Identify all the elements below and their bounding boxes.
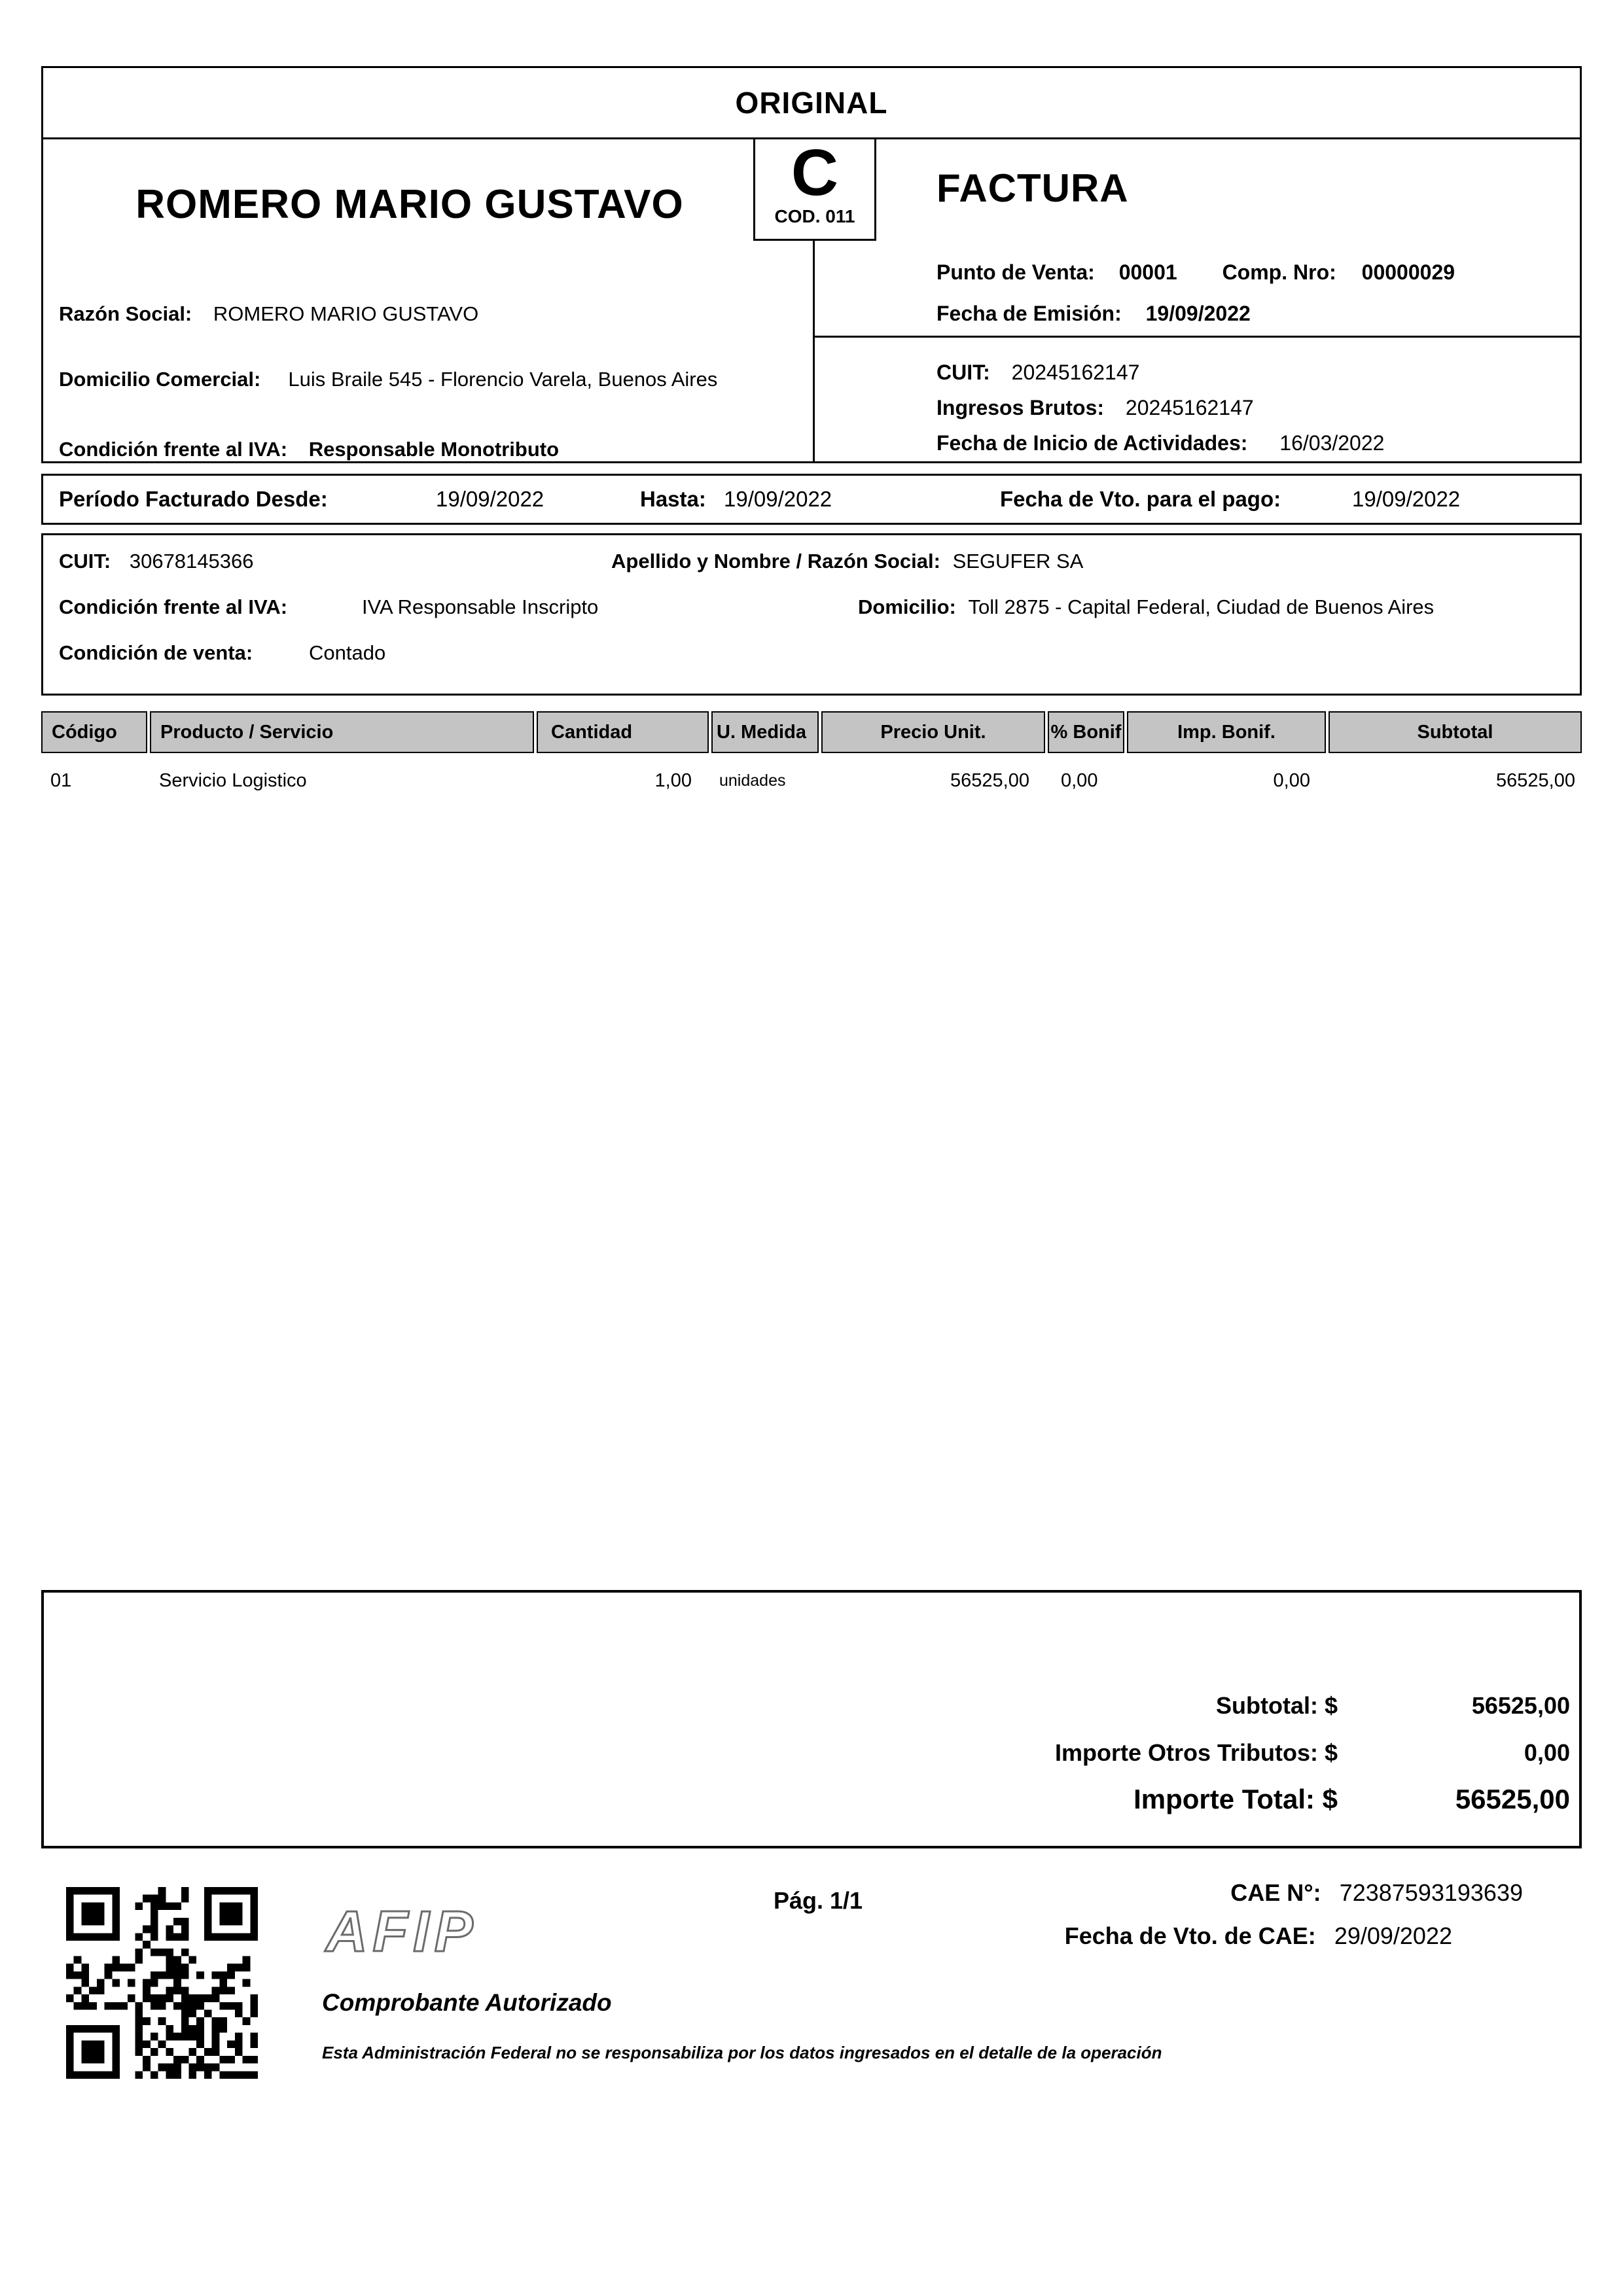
ingresos-brutos-label: Ingresos Brutos: (936, 396, 1105, 419)
col-header-producto: Producto / Servicio (150, 711, 534, 753)
item-imp-bonif: 0,00 (1273, 769, 1310, 791)
customer-box (41, 533, 1582, 696)
invoice-header (41, 137, 1582, 463)
punto-venta-label: Punto de Venta: (936, 260, 1095, 284)
issuer-iva-line (59, 435, 559, 463)
qr-code-svg (66, 1887, 258, 2079)
col-header-bonif: % Bonif (1048, 711, 1124, 753)
customer-cuit-label: CUIT: (59, 550, 111, 573)
item-umedida: unidades (719, 771, 786, 790)
ingresos-brutos-value: 20245162147 (1125, 396, 1254, 419)
copy-type-label: ORIGINAL (735, 86, 888, 120)
billing-period-bar (41, 474, 1582, 525)
inicio-actividades-label: Fecha de Inicio de Actividades: (936, 431, 1248, 455)
inicio-actividades-value: 16/03/2022 (1279, 431, 1385, 455)
cae-value: 72387593193639 (1339, 1879, 1523, 1906)
otros-tributos-value: 0,00 (1524, 1739, 1570, 1766)
cae-vto-value: 29/09/2022 (1334, 1922, 1452, 1949)
issuer-iva-label: Condición frente al IVA: (59, 438, 288, 461)
punto-venta-line (936, 260, 1455, 285)
issuer-cuit-label: CUIT: (936, 361, 990, 384)
totals-box (41, 1590, 1582, 1848)
issuer-cuit-line (936, 361, 1139, 385)
item-precio-unit: 56525,00 (950, 769, 1029, 791)
periodo-hasta-label: Hasta: (640, 487, 706, 511)
domicilio-comercial-label: Domicilio Comercial: (59, 368, 261, 391)
issuer-name: ROMERO MARIO GUSTAVO (135, 182, 684, 227)
customer-iva-value: IVA Responsable Inscripto (362, 595, 599, 618)
afip-disclaimer: Esta Administración Federal no se responsabiliza por los datos ingresados en el detalle de la operación (322, 2043, 1162, 2062)
otros-tributos-label: Importe Otros Tributos: $ (1054, 1739, 1338, 1766)
vto-pago-label: Fecha de Vto. para el pago: (1000, 487, 1281, 511)
issuer-razon-social-line (59, 300, 478, 328)
issuer-domicilio-line (59, 365, 732, 395)
fecha-emision-value: 19/09/2022 (1145, 302, 1251, 325)
item-subtotal: 56525,00 (1496, 769, 1575, 791)
customer-iva-label: Condición frente al IVA: (59, 595, 288, 618)
issuer-cuit-value: 20245162147 (1011, 361, 1140, 384)
subtotal-value: 56525,00 (1471, 1692, 1570, 1719)
invoice-type-box (753, 137, 876, 241)
item-producto: Servicio Logistico (159, 769, 307, 791)
cae-vto-label: Fecha de Vto. de CAE: (1064, 1922, 1316, 1949)
qr-code (66, 1887, 258, 2079)
items-table-header (41, 711, 1582, 753)
item-bonif: 0,00 (1061, 769, 1098, 791)
customer-domicilio-value: Toll 2875 - Capital Federal, Ciudad de Buenos Aires (968, 595, 1435, 618)
razon-social-label: Razón Social: (59, 302, 192, 325)
col-header-subtotal: Subtotal (1329, 711, 1582, 753)
vto-pago-value: 19/09/2022 (1352, 487, 1461, 511)
otros-tributos-line (1055, 1739, 1570, 1767)
col-header-imp-bonif: Imp. Bonif. (1127, 711, 1326, 753)
col-header-codigo: Código (41, 711, 147, 753)
periodo-desde-value: 19/09/2022 (436, 487, 544, 511)
customer-name-label: Apellido y Nombre / Razón Social: (611, 550, 940, 573)
condicion-venta-label: Condición de venta: (59, 641, 253, 664)
importe-total-line (1133, 1784, 1570, 1815)
fecha-emision-label: Fecha de Emisión: (936, 302, 1122, 325)
cae-label: CAE N°: (1230, 1879, 1321, 1906)
fecha-emision-line (936, 302, 1251, 326)
subtotal-line (1216, 1692, 1570, 1720)
periodo-desde-label: Período Facturado Desde: (59, 487, 328, 511)
table-row (41, 765, 1582, 796)
customer-domicilio-line (858, 595, 1434, 619)
afip-logo (322, 1899, 571, 1964)
importe-total-label: Importe Total: $ (1133, 1784, 1338, 1814)
domicilio-comercial-value: Luis Braile 545 - Florencio Varela, Buenos Aires (288, 368, 718, 391)
col-header-precio-unit: Precio Unit. (821, 711, 1045, 753)
inicio-actividades-line (936, 431, 1384, 455)
cae-line (1230, 1879, 1523, 1907)
periodo-hasta-value: 19/09/2022 (724, 487, 832, 511)
subtotal-label: Subtotal: $ (1216, 1692, 1338, 1719)
items-table (41, 711, 1582, 796)
customer-name-value: SEGUFER SA (952, 550, 1084, 573)
ingresos-brutos-line (936, 396, 1254, 420)
item-cantidad: 1,00 (654, 769, 692, 791)
customer-cuit-line (59, 550, 254, 573)
condicion-venta-value: Contado (309, 641, 386, 664)
copy-type-banner (41, 66, 1582, 139)
punto-venta-value: 00001 (1118, 260, 1177, 284)
comp-nro-value: 00000029 (1361, 260, 1455, 284)
col-header-cantidad: Cantidad (537, 711, 709, 753)
header-right-divider (815, 336, 1580, 338)
col-header-umedida: U. Medida (711, 711, 819, 753)
afip-logo-text: AFIP (326, 1899, 478, 1964)
issuer-iva-value: Responsable Monotributo (308, 438, 560, 461)
customer-cuit-value: 30678145366 (129, 550, 254, 573)
importe-total-value: 56525,00 (1455, 1784, 1570, 1814)
cae-vto-line (1065, 1922, 1452, 1950)
comp-nro-label: Comp. Nro: (1222, 260, 1336, 284)
comprobante-autorizado-label: Comprobante Autorizado (322, 1989, 612, 2016)
customer-name-line (611, 550, 1083, 573)
page-number: Pág. 1/1 (773, 1887, 863, 1914)
invoice-letter: C (791, 136, 839, 209)
invoice-code: COD. 011 (774, 206, 855, 226)
item-codigo: 01 (50, 769, 72, 791)
invoice-type-title: FACTURA (936, 166, 1129, 210)
razon-social-value: ROMERO MARIO GUSTAVO (213, 302, 479, 325)
header-vertical-divider (813, 239, 815, 461)
customer-domicilio-label: Domicilio: (858, 595, 956, 618)
